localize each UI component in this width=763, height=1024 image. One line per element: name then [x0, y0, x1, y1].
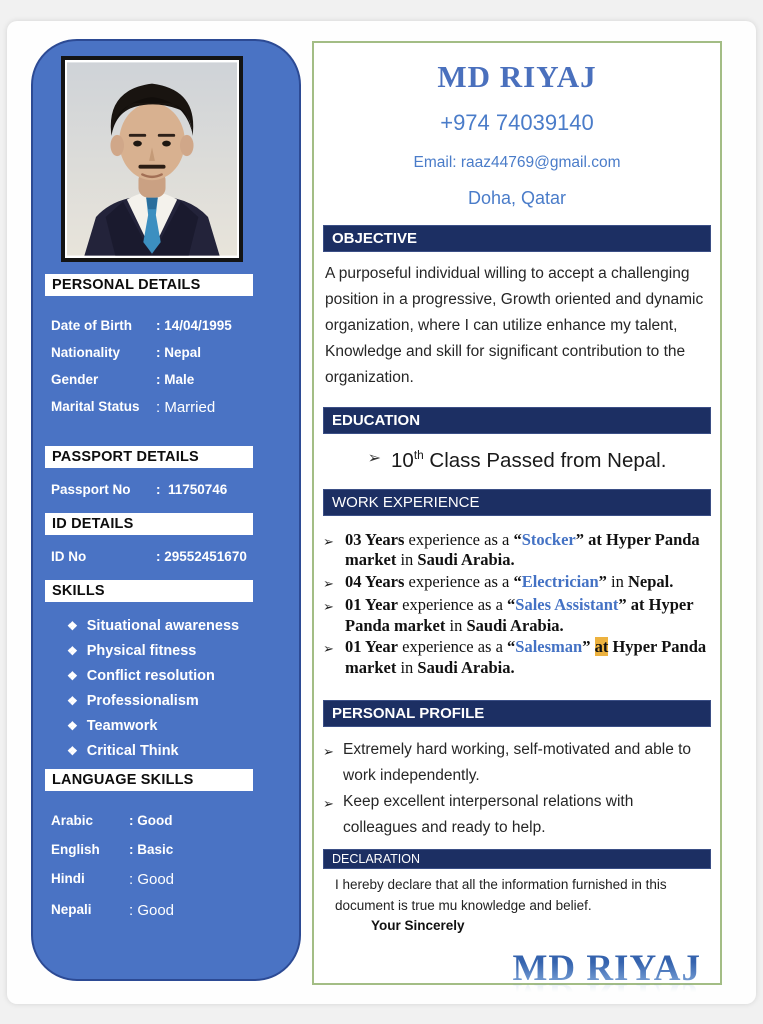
- row-english: [51, 842, 299, 857]
- row-value: : Good: [129, 813, 173, 828]
- skill-item: [67, 618, 299, 634]
- work-experience-item: [323, 595, 711, 636]
- skill-label: Teamwork: [86, 718, 158, 734]
- work-experience-section-header: WORK EXPERIENCE: [323, 489, 711, 516]
- diamond-bullet-icon: ❖: [67, 619, 78, 633]
- work-experience-text: 04 Years experience as a “Electrician” in Nepal.: [345, 571, 674, 591]
- work-experience-item: [323, 530, 711, 571]
- skill-item: [67, 743, 299, 759]
- personal-details-title: PERSONAL DETAILS: [45, 274, 253, 296]
- row-label: English: [51, 842, 100, 857]
- work-experience-text: 01 Year experience as a “Salesman” at Hyper Panda market in Saudi Arabia.: [345, 637, 707, 677]
- row-label: Arabic: [51, 813, 94, 828]
- row-label: Nationality: [51, 345, 121, 360]
- diamond-bullet-icon: ❖: [67, 644, 78, 658]
- row-value: : Nepal: [156, 345, 202, 360]
- sidebar: [31, 39, 301, 981]
- row-date-of-birth: [51, 318, 299, 333]
- personal-profile-item: [323, 737, 711, 789]
- diamond-bullet-icon: ❖: [67, 744, 78, 758]
- row-marital-status: [51, 399, 299, 416]
- skill-label: Conflict resolution: [86, 668, 215, 684]
- education-entry: [323, 448, 711, 473]
- skill-item: [67, 693, 299, 709]
- work-experience-text: 03 Years experience as a “Stocker” at Hyper Panda market in Saudi Arabia.: [345, 529, 700, 570]
- main-content: [312, 41, 722, 990]
- row-value: : Married: [156, 399, 216, 416]
- row-label: ID No: [51, 549, 87, 564]
- row-value: : Good: [129, 871, 175, 888]
- row-label: Passport No: [51, 482, 131, 497]
- diamond-bullet-icon: ❖: [67, 719, 78, 733]
- row-value: : 29552451670: [156, 549, 247, 564]
- diamond-bullet-icon: ❖: [67, 669, 78, 683]
- row-value: : 14/04/1995: [156, 318, 232, 333]
- personal-profile-list: [323, 737, 711, 841]
- skill-item: [67, 668, 299, 684]
- education-section-header: EDUCATION: [323, 407, 711, 434]
- row-label: Nepali: [51, 902, 92, 917]
- objective-text: A purposeful individual willing to accept a challenging position in a progressive, Growth oriented and dynamic organization, where I can utilize enhance my talent, Knowledge and skill for significant contribution to the organization.: [325, 265, 704, 386]
- arrow-bullet-icon: ➢: [323, 599, 334, 615]
- arrow-bullet-icon: ➢: [367, 450, 381, 467]
- declaration-section-header: DECLARATION: [323, 849, 711, 869]
- row-label: Gender: [51, 372, 99, 387]
- row-label: Marital Status: [51, 399, 140, 414]
- profile-photo: [61, 56, 243, 262]
- signature-name: MD RIYAJ: [323, 947, 701, 990]
- personal-profile-text: Extremely hard working, self-motivated and able to work independently.: [343, 741, 692, 785]
- phone-number: +974 74039140: [440, 110, 594, 135]
- location: Doha, Qatar: [467, 188, 567, 208]
- candidate-name: MD RIYAJ: [437, 59, 597, 94]
- passport-details-title: PASSPORT DETAILS: [45, 446, 253, 468]
- portrait-illustration: [67, 62, 237, 256]
- objective-section-header: OBJECTIVE: [323, 225, 711, 252]
- education-text: 10th Class Passed from Nepal.: [391, 448, 667, 472]
- skill-label: Critical Think: [86, 743, 179, 759]
- skill-label: Situational awareness: [86, 618, 240, 634]
- arrow-bullet-icon: ➢: [323, 533, 334, 549]
- work-experience-text: 01 Year experience as a “Sales Assistant” at Hyper Panda market in Saudi Arabia.: [345, 595, 694, 635]
- skills-list: [67, 618, 299, 759]
- skill-label: Physical fitness: [86, 643, 197, 659]
- skill-item: [67, 718, 299, 734]
- id-details-title: ID DETAILS: [45, 513, 253, 535]
- personal-profile-text: Keep excellent interpersonal relations with colleagues and ready to help.: [343, 793, 634, 837]
- row-passport-no: [51, 482, 299, 497]
- page-sheet: [7, 21, 756, 1004]
- row-id-no: [51, 549, 299, 564]
- declaration-text: I hereby declare that all the information furnished in this document is true mu knowledge and belief.: [335, 877, 667, 914]
- row-value: : 11750746: [156, 482, 228, 497]
- skills-title: SKILLS: [45, 580, 253, 602]
- arrow-bullet-icon: ➢: [323, 796, 334, 812]
- arrow-bullet-icon: ➢: [323, 744, 334, 760]
- email-address: Email: raaz44769@gmail.com: [413, 154, 621, 171]
- row-nationality: [51, 345, 299, 360]
- row-hindi: [51, 871, 299, 888]
- arrow-bullet-icon: ➢: [323, 641, 334, 657]
- skill-label: Professionalism: [86, 693, 199, 709]
- declaration-closing: Your Sincerely: [371, 918, 465, 934]
- row-nepali: [51, 902, 299, 919]
- work-experience-list: [323, 530, 711, 679]
- row-value: : Male: [156, 372, 195, 387]
- work-experience-item: [323, 572, 711, 595]
- language-skills-title: LANGUAGE SKILLS: [45, 769, 253, 791]
- personal-profile-item: [323, 789, 711, 841]
- row-gender: [51, 372, 299, 387]
- row-label: Date of Birth: [51, 318, 132, 333]
- work-experience-item: [323, 637, 711, 678]
- arrow-bullet-icon: ➢: [323, 575, 334, 591]
- skill-item: [67, 643, 299, 659]
- personal-profile-section-header: PERSONAL PROFILE: [323, 700, 711, 727]
- row-arabic: [51, 813, 299, 828]
- row-label: Hindi: [51, 871, 85, 886]
- diamond-bullet-icon: ❖: [67, 694, 78, 708]
- row-value: : Good: [129, 902, 175, 919]
- row-value: : Basic: [129, 842, 174, 857]
